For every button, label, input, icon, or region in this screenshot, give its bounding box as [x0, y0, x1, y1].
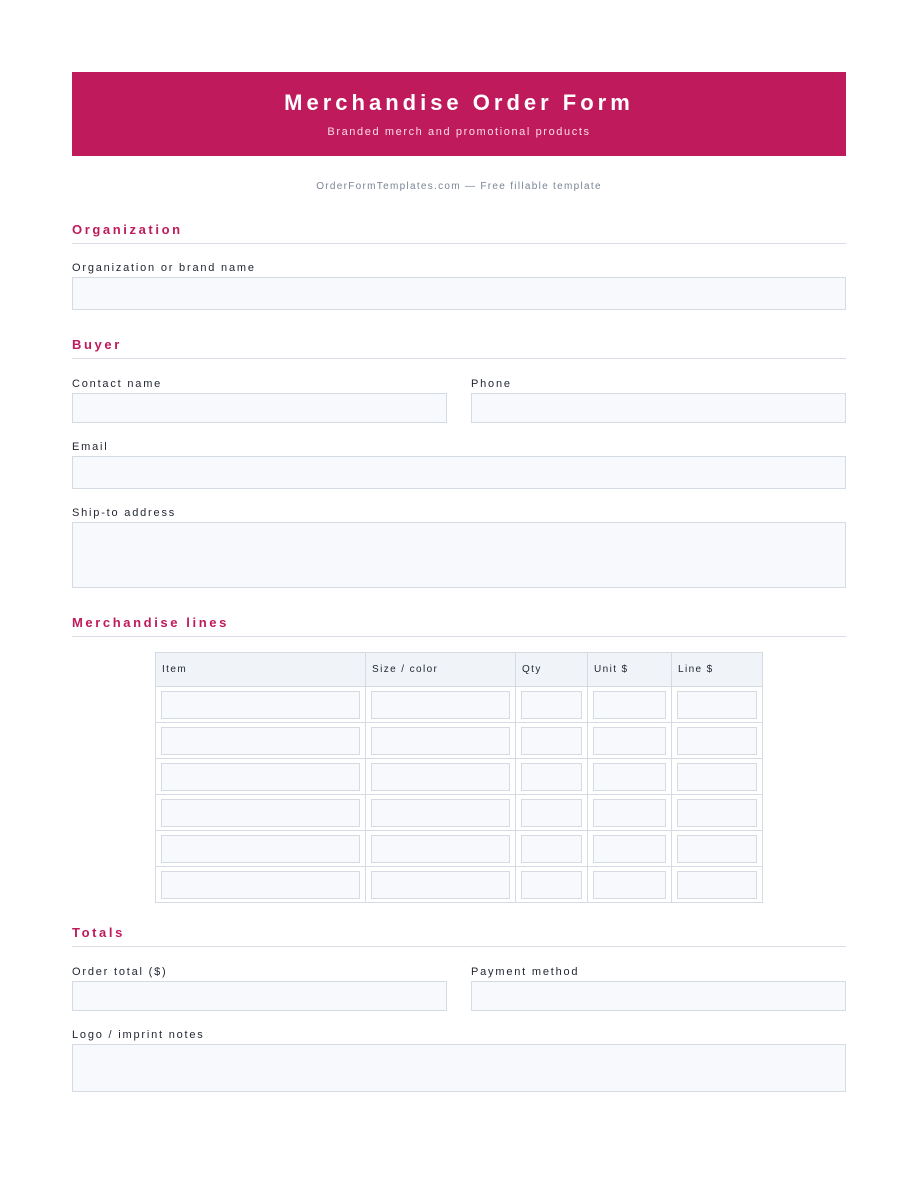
qty-input[interactable]: [521, 799, 582, 827]
email-label: Email: [72, 441, 109, 453]
qty-input[interactable]: [521, 835, 582, 863]
qty-input[interactable]: [521, 691, 582, 719]
size-color-input[interactable]: [371, 763, 510, 791]
contact-name-label: Contact name: [72, 378, 163, 390]
item-input[interactable]: [161, 835, 360, 863]
order-total-input[interactable]: [72, 981, 447, 1011]
form-subtitle: Branded merch and promotional products: [327, 126, 591, 138]
phone-input[interactable]: [471, 393, 846, 423]
line-total-input[interactable]: [677, 871, 757, 899]
logo-imprint-notes-label: Logo / imprint notes: [72, 1029, 205, 1041]
unit-price-input[interactable]: [593, 763, 666, 791]
item-input[interactable]: [161, 799, 360, 827]
section-title-buyer: Buyer: [72, 337, 846, 359]
column-header-line-total: Line $: [672, 653, 763, 687]
item-input[interactable]: [161, 763, 360, 791]
qty-input[interactable]: [521, 871, 582, 899]
table-header-row: [156, 653, 763, 687]
qty-input[interactable]: [521, 727, 582, 755]
qty-input[interactable]: [521, 763, 582, 791]
size-color-input[interactable]: [371, 691, 510, 719]
column-header-unit-price: Unit $: [588, 653, 672, 687]
line-total-input[interactable]: [677, 727, 757, 755]
line-total-input[interactable]: [677, 763, 757, 791]
unit-price-input[interactable]: [593, 727, 666, 755]
table-row: [156, 795, 763, 831]
table-row: [156, 867, 763, 903]
email-input[interactable]: [72, 456, 846, 489]
form-header-banner: [72, 72, 846, 156]
org-name-label: Organization or brand name: [72, 262, 256, 274]
size-color-input[interactable]: [371, 799, 510, 827]
size-color-input[interactable]: [371, 871, 510, 899]
column-header-item: Item: [156, 653, 366, 687]
table-row: [156, 723, 763, 759]
line-total-input[interactable]: [677, 691, 757, 719]
section-title-organization: Organization: [72, 222, 846, 244]
order-total-label: Order total ($): [72, 966, 168, 978]
item-input[interactable]: [161, 871, 360, 899]
section-title-merchandise-lines: Merchandise lines: [72, 615, 846, 637]
payment-method-input[interactable]: [471, 981, 846, 1011]
table-row: [156, 831, 763, 867]
size-color-input[interactable]: [371, 727, 510, 755]
section-title-totals: Totals: [72, 925, 846, 947]
item-input[interactable]: [161, 727, 360, 755]
unit-price-input[interactable]: [593, 691, 666, 719]
column-header-size-color: Size / color: [366, 653, 516, 687]
contact-name-input[interactable]: [72, 393, 447, 423]
table-row: [156, 687, 763, 723]
form-title: Merchandise Order Form: [284, 90, 634, 115]
payment-method-label: Payment method: [471, 966, 580, 978]
unit-price-input[interactable]: [593, 799, 666, 827]
phone-label: Phone: [471, 378, 512, 390]
ship-to-address-input[interactable]: [72, 522, 846, 588]
line-total-input[interactable]: [677, 835, 757, 863]
source-note: OrderFormTemplates.com — Free fillable template: [316, 181, 602, 192]
unit-price-input[interactable]: [593, 835, 666, 863]
logo-imprint-notes-input[interactable]: [72, 1044, 846, 1092]
line-total-input[interactable]: [677, 799, 757, 827]
column-header-qty: Qty: [516, 653, 588, 687]
org-name-input[interactable]: [72, 277, 846, 310]
size-color-input[interactable]: [371, 835, 510, 863]
item-input[interactable]: [161, 691, 360, 719]
unit-price-input[interactable]: [593, 871, 666, 899]
merchandise-lines-table: [155, 652, 763, 903]
table-row: [156, 759, 763, 795]
ship-to-address-label: Ship-to address: [72, 507, 177, 519]
